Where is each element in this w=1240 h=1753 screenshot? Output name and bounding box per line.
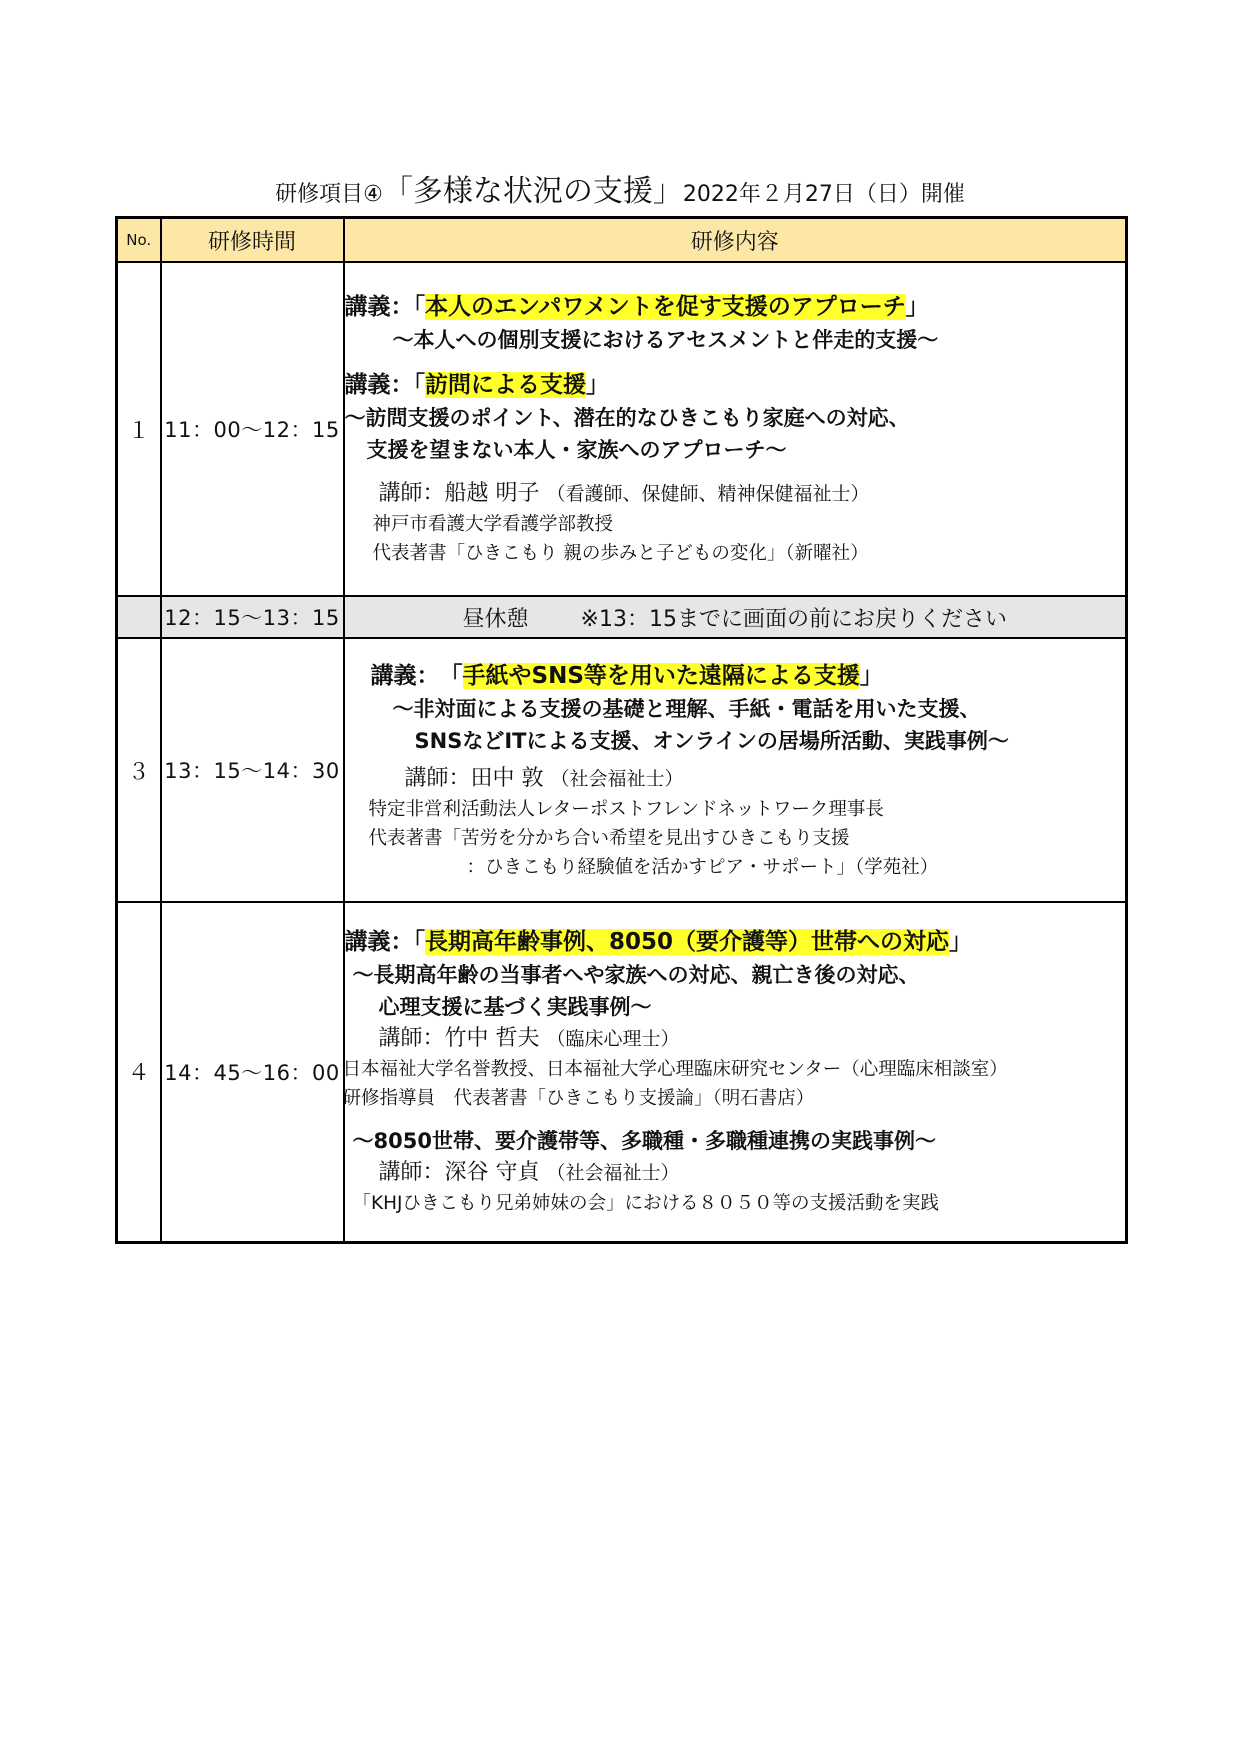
header-content: 研修内容 <box>344 218 1127 263</box>
affiliation: 「KHJひきこもり兄弟姉妹の会」における８０５０等の支援活動を実践 <box>352 1193 940 1215</box>
break-content: 昼休憩 ※13：15までに画面の前にお戻りください <box>344 596 1127 638</box>
lecture-subtitle: 支援を望まない本人・家族へのアプローチ～ <box>366 438 787 462</box>
row-no: １ <box>117 262 161 596</box>
header-no: No. <box>117 218 161 263</box>
lecture-subtitle: SNSなどITによる支援、オンラインの居場所活動、実践事例～ <box>414 728 1009 753</box>
header-time: 研修時間 <box>161 218 344 263</box>
table-row <box>117 262 1127 596</box>
lecture-title: 講義：「本人のエンパワメントを促す支援のアプローチ」 <box>344 294 929 320</box>
row-content <box>344 638 1127 902</box>
row-no: ３ <box>117 638 161 902</box>
instructor: 講師：竹中 哲夫 （臨床心理士） <box>378 1026 680 1052</box>
lecture-subtitle: ～本人への個別支援におけるアセスメントと伴走的支援～ <box>392 328 939 352</box>
affiliation: 特定非営利活動法人レターポストフレンドネットワーク理事長 <box>368 798 884 820</box>
page-title <box>0 166 1240 210</box>
schedule-table <box>115 216 1128 1244</box>
break-time: 12：15～13：15 <box>161 596 344 638</box>
affiliation: ：ひきこもり経験値を活かすピア・サポート」（学苑社） <box>466 856 939 878</box>
row-content <box>344 262 1127 596</box>
header-row <box>117 218 1127 263</box>
table-row <box>117 638 1127 902</box>
lecture-title: 講義：「長期高年齢事例、8050（要介護等）世帯への対応」 <box>344 929 973 956</box>
lecture-subtitle: ～非対面による支援の基礎と理解、手紙・電話を用いた支援、 <box>392 696 981 721</box>
affiliation: 研修指導員 代表著書「ひきこもり支援論」（明石書店） <box>342 1088 815 1110</box>
affiliation: 代表著書「苦労を分かち合い希望を見出すひきこもり支援 <box>368 827 850 849</box>
instructor: 講師：田中 敦 （社会福祉士） <box>404 765 684 791</box>
affiliation: 代表著書「ひきこもり 親の歩みと子どもの変化」（新曜社） <box>372 543 869 564</box>
table-row <box>117 902 1127 1242</box>
row-time: 11：00～12：15 <box>161 262 344 596</box>
title-prefix: 研修項目④ <box>275 182 383 207</box>
lecture-subtitle: ～訪問支援のポイント、潜在的なひきこもり家庭への対応、 <box>344 406 910 430</box>
row-content <box>344 902 1127 1242</box>
affiliation: 日本福祉大学名誉教授、日本福祉大学心理臨床研究センター（心理臨床相談室） <box>342 1059 1008 1081</box>
row-no: ４ <box>117 902 161 1242</box>
affiliation: 神戸市看護大学看護学部教授 <box>372 514 614 535</box>
break-row <box>117 596 1127 638</box>
instructor: 講師：船越 明子 （看護師、保健師、精神保健福祉士） <box>378 481 870 506</box>
lecture-subtitle: 心理支援に基づく実践事例～ <box>378 995 652 1020</box>
lecture-title: 講義： 「手紙やSNS等を用いた遠隔による支援」 <box>370 662 883 689</box>
instructor: 講師：深谷 守貞 （社会福祉士） <box>378 1160 680 1186</box>
lecture-subtitle: ～8050世帯、要介護帯等、多職種・多職種連携の実践事例～ <box>352 1129 936 1154</box>
title-date: 2022年２月27日（日）開催 <box>682 182 965 207</box>
row-time: 13：15～14：30 <box>161 638 344 902</box>
lecture-title: 講義：「訪問による支援」 <box>344 372 609 398</box>
title-main: 「多様な状況の支援」 <box>382 174 683 209</box>
row-time: 14：45～16：00 <box>161 902 344 1242</box>
lecture-subtitle: ～長期高年齢の当事者へや家族への対応、親亡き後の対応、 <box>352 963 920 988</box>
